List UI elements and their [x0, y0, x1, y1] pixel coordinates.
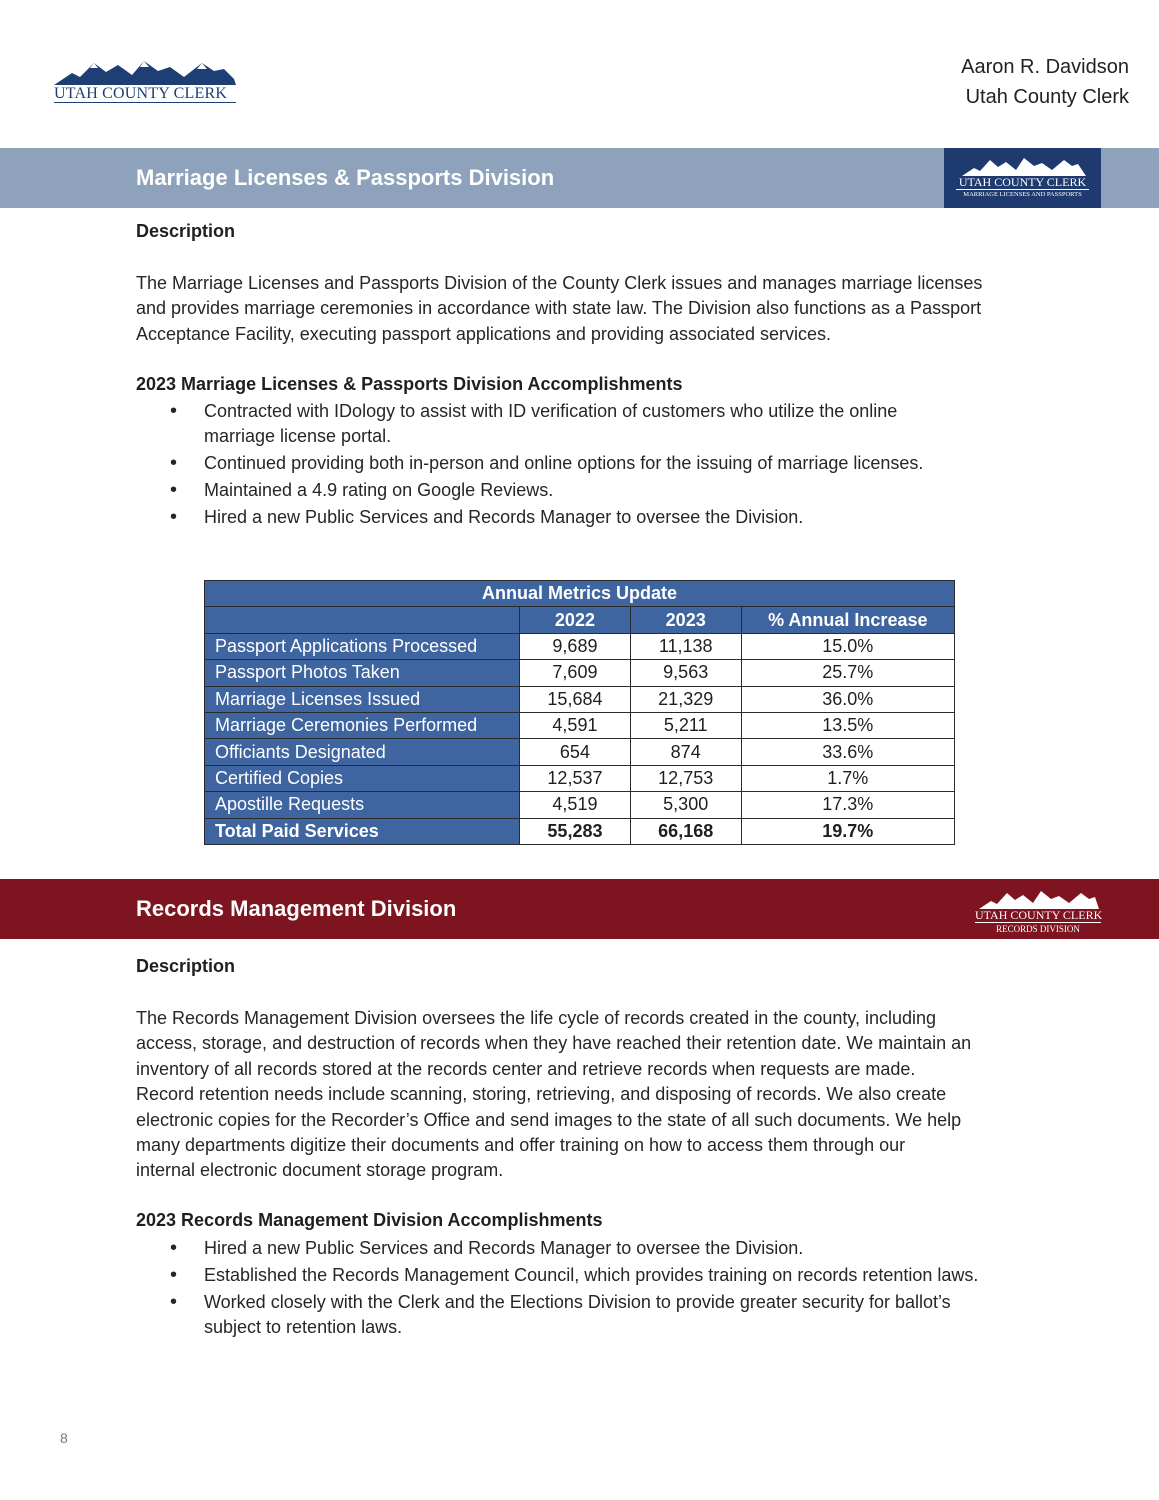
- description-line: electronic copies for the Recorder’s Office and send images to the state of all such documents. We help: [136, 1109, 962, 1130]
- list-item: [136, 505, 1036, 530]
- annual-increase: 33.6%: [741, 739, 954, 765]
- table-row: [205, 739, 955, 765]
- page-number: 8: [60, 1430, 68, 1446]
- column-header: % Annual Increase: [741, 607, 954, 633]
- table-row: [205, 712, 955, 738]
- value-2022: 12,537: [520, 765, 631, 791]
- section-title: Records Management Division: [136, 896, 457, 921]
- table-row: [205, 633, 955, 659]
- author-block: [961, 52, 1129, 112]
- table-caption: Annual Metrics Update: [205, 581, 955, 607]
- description-line: The Records Management Division oversees the life cycle of records created in the county, including: [136, 1008, 937, 1028]
- description-line: inventory of all records stored at the records center and retrieve records when requests are made.: [136, 1058, 916, 1079]
- value-2022: 9,689: [520, 633, 631, 659]
- value-2022: 7,609: [520, 660, 631, 686]
- utah-county-clerk-logo: [54, 55, 236, 105]
- list-item: [136, 1263, 1036, 1288]
- value-2023: 21,329: [630, 686, 741, 712]
- badge-name: UTAH COUNTY CLERK: [956, 176, 1089, 190]
- list-item-text: • Hired a new Public Services and Records Manager to oversee the Division.: [204, 1238, 804, 1258]
- annual-increase: 13.5%: [741, 712, 954, 738]
- list-item: [136, 478, 1036, 503]
- value-2023: 5,211: [630, 712, 741, 738]
- records-description: [136, 1006, 1036, 1184]
- column-header: [205, 607, 520, 633]
- accomplishments-heading: 2023 Marriage Licenses & Passports Division Accomplishments: [136, 374, 683, 394]
- list-item: [136, 1290, 1036, 1341]
- value-2023: 12,753: [630, 765, 741, 791]
- description-line: and provides marriage ceremonies in accordance with state law. The Division also functions as a Passport: [136, 298, 982, 319]
- table-total-row: [205, 818, 955, 844]
- annual-increase: 1.7%: [741, 765, 954, 791]
- description-line: Record retention needs include scanning, storing, retrieving, and disposing of records. We also create: [136, 1084, 947, 1105]
- description-heading: Description: [136, 956, 236, 976]
- list-item: [136, 1236, 1036, 1261]
- row-label: Total Paid Services: [205, 818, 520, 844]
- value-2022: 55,283: [520, 818, 631, 844]
- value-2023: 9,563: [630, 660, 741, 686]
- row-label: Passport Applications Processed: [205, 633, 520, 659]
- table-row: [205, 792, 955, 818]
- list-item-text: • Hired a new Public Services and Records Manager to oversee the Division.: [204, 507, 804, 528]
- records-division-badge: [975, 885, 1101, 937]
- value-2023: 11,138: [630, 633, 741, 659]
- author-name: Aaron R. Davidson: [961, 56, 1129, 78]
- badge-name: UTAH COUNTY CLERK: [975, 908, 1103, 922]
- records-accomplishments-list: [136, 1236, 1036, 1342]
- table-row: [205, 660, 955, 686]
- marriage-division-badge: [944, 148, 1101, 208]
- value-2022: 4,591: [520, 712, 631, 738]
- annual-increase: 17.3%: [741, 792, 954, 818]
- table-row: [205, 765, 955, 791]
- badge-subtitle: RECORDS DIVISION: [996, 924, 1080, 934]
- description-line: Acceptance Facility, executing passport applications and providing associated services.: [136, 323, 832, 344]
- list-item-text: • Worked closely with the Clerk and the Elections Division to provide greater security for ballot’s: [204, 1292, 951, 1312]
- annual-increase: 36.0%: [741, 686, 954, 712]
- list-item-text: • Continued providing both in-person and online options for the issuing of marriage licenses.: [204, 453, 924, 474]
- section-title: Marriage Licenses & Passports Division: [136, 165, 555, 190]
- column-header: 2023: [630, 607, 741, 633]
- list-item-text: • Maintained a 4.9 rating on Google Reviews.: [204, 480, 554, 501]
- annual-increase: 19.7%: [741, 818, 954, 844]
- table-header-row: [205, 607, 955, 633]
- annual-metrics-table: [204, 580, 955, 845]
- description-line: internal electronic document storage program.: [136, 1160, 504, 1181]
- table-row: [205, 686, 955, 712]
- description-heading: Description: [136, 221, 236, 241]
- value-2022: 654: [520, 739, 631, 765]
- annual-increase: 25.7%: [741, 660, 954, 686]
- row-label: Marriage Licenses Issued: [205, 686, 520, 712]
- value-2023: 874: [630, 739, 741, 765]
- description-line: many departments digitize their documents and offer training on how to access them through our: [136, 1135, 906, 1156]
- row-label: Officiants Designated: [205, 739, 520, 765]
- list-item-text: • Established the Records Management Council, which provides training on records retention laws.: [204, 1265, 979, 1285]
- description-line: The Marriage Licenses and Passports Division of the County Clerk issues and manages marriage licenses: [136, 273, 983, 293]
- description-line: access, storage, and destruction of records when they have reached their retention date. We maintain an: [136, 1033, 972, 1054]
- value-2023: 5,300: [630, 792, 741, 818]
- records-division-banner: [0, 879, 1159, 939]
- accomplishments-heading: 2023 Records Management Division Accomplishments: [136, 1210, 603, 1230]
- row-label: Marriage Ceremonies Performed: [205, 712, 520, 738]
- mountain-icon: [54, 55, 236, 87]
- list-item: [136, 399, 1036, 450]
- column-header: 2022: [520, 607, 631, 633]
- value-2023: 66,168: [630, 818, 741, 844]
- list-item-text: marriage license portal.: [204, 426, 392, 447]
- row-label: Apostille Requests: [205, 792, 520, 818]
- badge-subtitle: MARRIAGE LICENSES AND PASSPORTS: [963, 191, 1082, 198]
- author-title: Utah County Clerk: [965, 86, 1129, 108]
- list-item-text: • Contracted with IDology to assist with ID verification of customers who utilize the online: [204, 401, 898, 421]
- row-label: Passport Photos Taken: [205, 660, 520, 686]
- annual-increase: 15.0%: [741, 633, 954, 659]
- row-label: Certified Copies: [205, 765, 520, 791]
- logo-text: UTAH COUNTY CLERK: [54, 85, 236, 103]
- marriage-division-banner: [0, 148, 1159, 208]
- value-2022: 15,684: [520, 686, 631, 712]
- list-item-text: subject to retention laws.: [204, 1317, 403, 1338]
- marriage-description: [136, 271, 1036, 347]
- value-2022: 4,519: [520, 792, 631, 818]
- list-item: [136, 451, 1036, 476]
- marriage-accomplishments-list: [136, 399, 1036, 532]
